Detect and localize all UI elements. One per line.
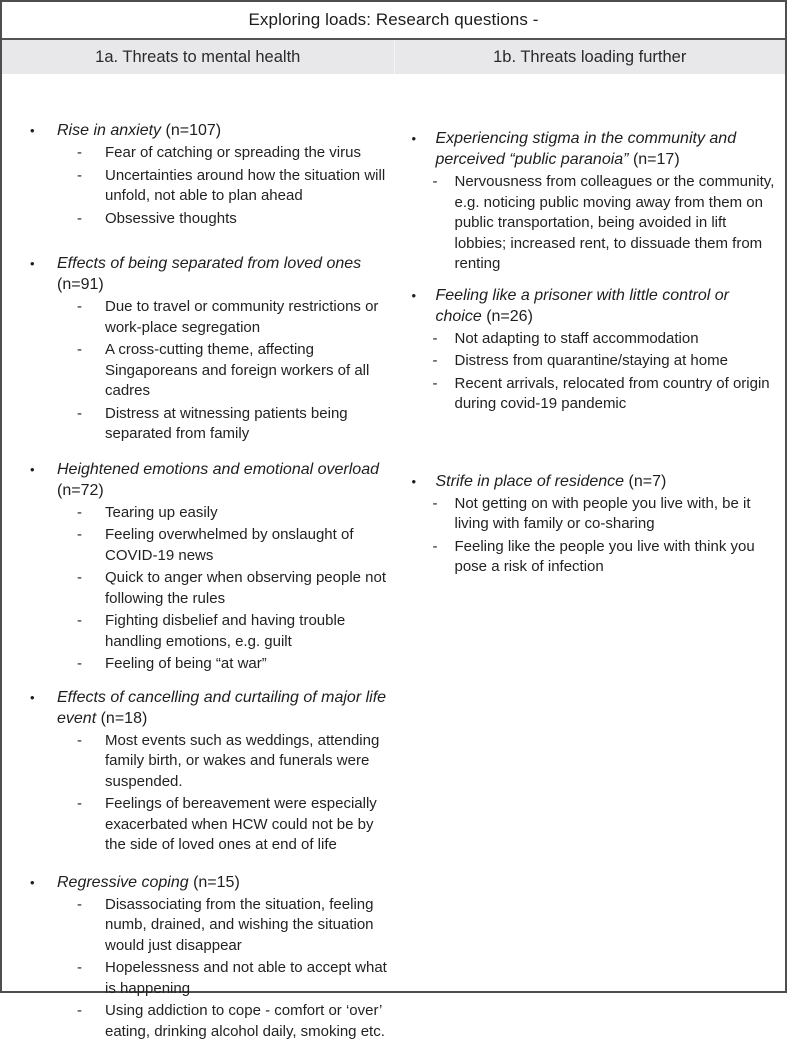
dash-icon: - xyxy=(433,494,455,535)
topic-section-cancelling-major-life-event xyxy=(30,687,388,856)
topic-heading xyxy=(412,128,778,170)
topic-section-experiencing-stigma xyxy=(412,128,778,275)
sub-item-text: Using addiction to cope - comfort or ‘over’ eating, drinking alcohol daily, smoking etc. xyxy=(105,1001,388,1042)
sub-item xyxy=(30,209,388,230)
sub-item xyxy=(30,958,388,999)
dash-icon: - xyxy=(77,340,105,402)
dash-icon: - xyxy=(77,731,105,793)
dash-icon: - xyxy=(433,537,455,578)
table-title-text: Exploring loads: Research questions - xyxy=(248,10,538,30)
dash-icon: - xyxy=(77,525,105,566)
dash-icon: - xyxy=(77,895,105,957)
sub-item-list xyxy=(412,329,778,415)
sub-item-text: Recent arrivals, relocated from country of origin during covid-19 pandemic xyxy=(455,374,778,415)
topic-section-strife-in-residence xyxy=(412,471,778,578)
dash-icon: - xyxy=(77,568,105,609)
sub-item-text: Most events such as weddings, attending family birth, or wakes and funerals were suspended. xyxy=(105,731,388,793)
sub-item xyxy=(412,172,778,275)
topic-title: Strife in place of residence xyxy=(436,473,625,490)
sub-item xyxy=(412,329,778,350)
topic-heading xyxy=(30,459,388,501)
column-threats-to-mental-health xyxy=(2,74,394,1042)
dash-icon: - xyxy=(77,166,105,207)
topic-section-separated-from-loved-ones xyxy=(30,253,388,445)
topic-count: (n=72) xyxy=(57,482,104,499)
bullet-icon: • xyxy=(30,120,57,141)
topic-title: Effects of cancelling and curtailing of major life event xyxy=(57,689,386,727)
sub-item-text: Distress at witnessing patients being separated from family xyxy=(105,404,388,445)
sub-item xyxy=(30,731,388,793)
sub-item-list xyxy=(30,143,388,229)
topic-count: (n=26) xyxy=(486,308,533,325)
sub-item xyxy=(412,351,778,372)
topic-count: (n=107) xyxy=(166,122,222,139)
sub-item-list xyxy=(30,731,388,856)
sub-item xyxy=(412,374,778,415)
sub-item-text: Fear of catching or spreading the virus xyxy=(105,143,388,164)
dash-icon: - xyxy=(77,503,105,524)
dash-icon: - xyxy=(433,329,455,350)
sub-item-text: Feeling like the people you live with think you pose a risk of infection xyxy=(455,537,778,578)
topic-section-heightened-emotions xyxy=(30,459,388,675)
sub-item-text: Not getting on with people you live with, be it living with family or co-sharing xyxy=(455,494,778,535)
sub-item-text: Disassociating from the situation, feeling numb, drained, and wishing the situation would just disappear xyxy=(105,895,388,957)
column-header-row xyxy=(2,40,785,74)
dash-icon: - xyxy=(77,794,105,856)
topic-heading xyxy=(30,687,388,729)
column-threats-loading-further xyxy=(394,74,786,1042)
dash-icon: - xyxy=(77,1001,105,1042)
sub-item xyxy=(30,340,388,402)
sub-item-text: Not adapting to staff accommodation xyxy=(455,329,778,350)
topic-title: Experiencing stigma in the community and perceived “public paranoia” xyxy=(436,130,737,168)
sub-item xyxy=(412,494,778,535)
topic-section-prisoner-little-control xyxy=(412,285,778,415)
sub-item xyxy=(30,297,388,338)
dash-icon: - xyxy=(433,172,455,275)
topic-title: Feeling like a prisoner with little control or choice xyxy=(436,287,729,325)
dash-icon: - xyxy=(433,374,455,415)
sub-item xyxy=(30,611,388,652)
bullet-icon: • xyxy=(30,253,57,295)
sub-item xyxy=(30,654,388,675)
sub-item-text: Nervousness from colleagues or the community, e.g. noticing public moving away from them on public transportation, being avoided in lift lobbies; increased rent, to dissuade them from renting xyxy=(455,172,778,275)
topic-heading xyxy=(30,872,388,893)
sub-item-list xyxy=(412,172,778,275)
sub-item xyxy=(30,794,388,856)
dash-icon: - xyxy=(77,297,105,338)
dash-icon: - xyxy=(433,351,455,372)
topic-count: (n=91) xyxy=(57,276,104,293)
sub-item-text: Hopelessness and not able to accept what is happening xyxy=(105,958,388,999)
bullet-icon: • xyxy=(412,471,436,492)
topic-title: Rise in anxiety xyxy=(57,122,161,139)
topic-title: Heightened emotions and emotional overload xyxy=(57,461,379,478)
sub-item-text: Distress from quarantine/staying at home xyxy=(455,351,778,372)
sub-item-text: Obsessive thoughts xyxy=(105,209,388,230)
dash-icon: - xyxy=(77,404,105,445)
dash-icon: - xyxy=(77,143,105,164)
sub-item-text: Feeling overwhelmed by onslaught of COVID-19 news xyxy=(105,525,388,566)
sub-item-text: Feeling of being “at war” xyxy=(105,654,388,675)
sub-item-text: Feelings of bereavement were especially exacerbated when HCW could not be by the side of loved ones at end of life xyxy=(105,794,388,856)
sub-item-text: Tearing up easily xyxy=(105,503,388,524)
table-title xyxy=(2,2,785,40)
topic-heading xyxy=(30,253,388,295)
topic-count: (n=7) xyxy=(629,473,667,490)
topic-heading xyxy=(412,471,778,492)
topic-section-regressive-coping xyxy=(30,872,388,1042)
sub-item-list xyxy=(30,503,388,675)
sub-item-text: A cross-cutting theme, affecting Singaporeans and foreign workers of all cadres xyxy=(105,340,388,402)
sub-item xyxy=(30,525,388,566)
sub-item-list xyxy=(30,297,388,445)
sub-item-text: Quick to anger when observing people not following the rules xyxy=(105,568,388,609)
column-header-1a: 1a. Threats to mental health xyxy=(2,40,394,74)
sub-item-text: Due to travel or community restrictions or work-place segregation xyxy=(105,297,388,338)
sub-item xyxy=(30,143,388,164)
dash-icon: - xyxy=(77,209,105,230)
sub-item xyxy=(30,1001,388,1042)
topic-count: (n=18) xyxy=(101,710,148,727)
bullet-icon: • xyxy=(30,872,57,893)
bullet-icon: • xyxy=(30,687,57,729)
sub-item-list xyxy=(30,895,388,1042)
table-body xyxy=(2,74,785,1042)
sub-item-list xyxy=(412,494,778,578)
bullet-icon: • xyxy=(412,128,436,170)
sub-item xyxy=(30,503,388,524)
column-header-1b: 1b. Threats loading further xyxy=(394,40,786,74)
dash-icon: - xyxy=(77,611,105,652)
topic-title: Effects of being separated from loved ones xyxy=(57,255,361,272)
sub-item xyxy=(30,166,388,207)
topic-title: Regressive coping xyxy=(57,874,189,891)
topic-section-rise-in-anxiety xyxy=(30,120,388,229)
topic-heading xyxy=(412,285,778,327)
sub-item xyxy=(30,568,388,609)
topic-count: (n=15) xyxy=(193,874,240,891)
bullet-icon: • xyxy=(30,459,57,501)
sub-item-text: Fighting disbelief and having trouble handling emotions, e.g. guilt xyxy=(105,611,388,652)
sub-item-text: Uncertainties around how the situation will unfold, not able to plan ahead xyxy=(105,166,388,207)
dash-icon: - xyxy=(77,958,105,999)
bullet-icon: • xyxy=(412,285,436,327)
sub-item xyxy=(30,404,388,445)
dash-icon: - xyxy=(77,654,105,675)
topic-count: (n=17) xyxy=(633,151,680,168)
sub-item xyxy=(412,537,778,578)
topic-heading xyxy=(30,120,388,141)
sub-item xyxy=(30,895,388,957)
